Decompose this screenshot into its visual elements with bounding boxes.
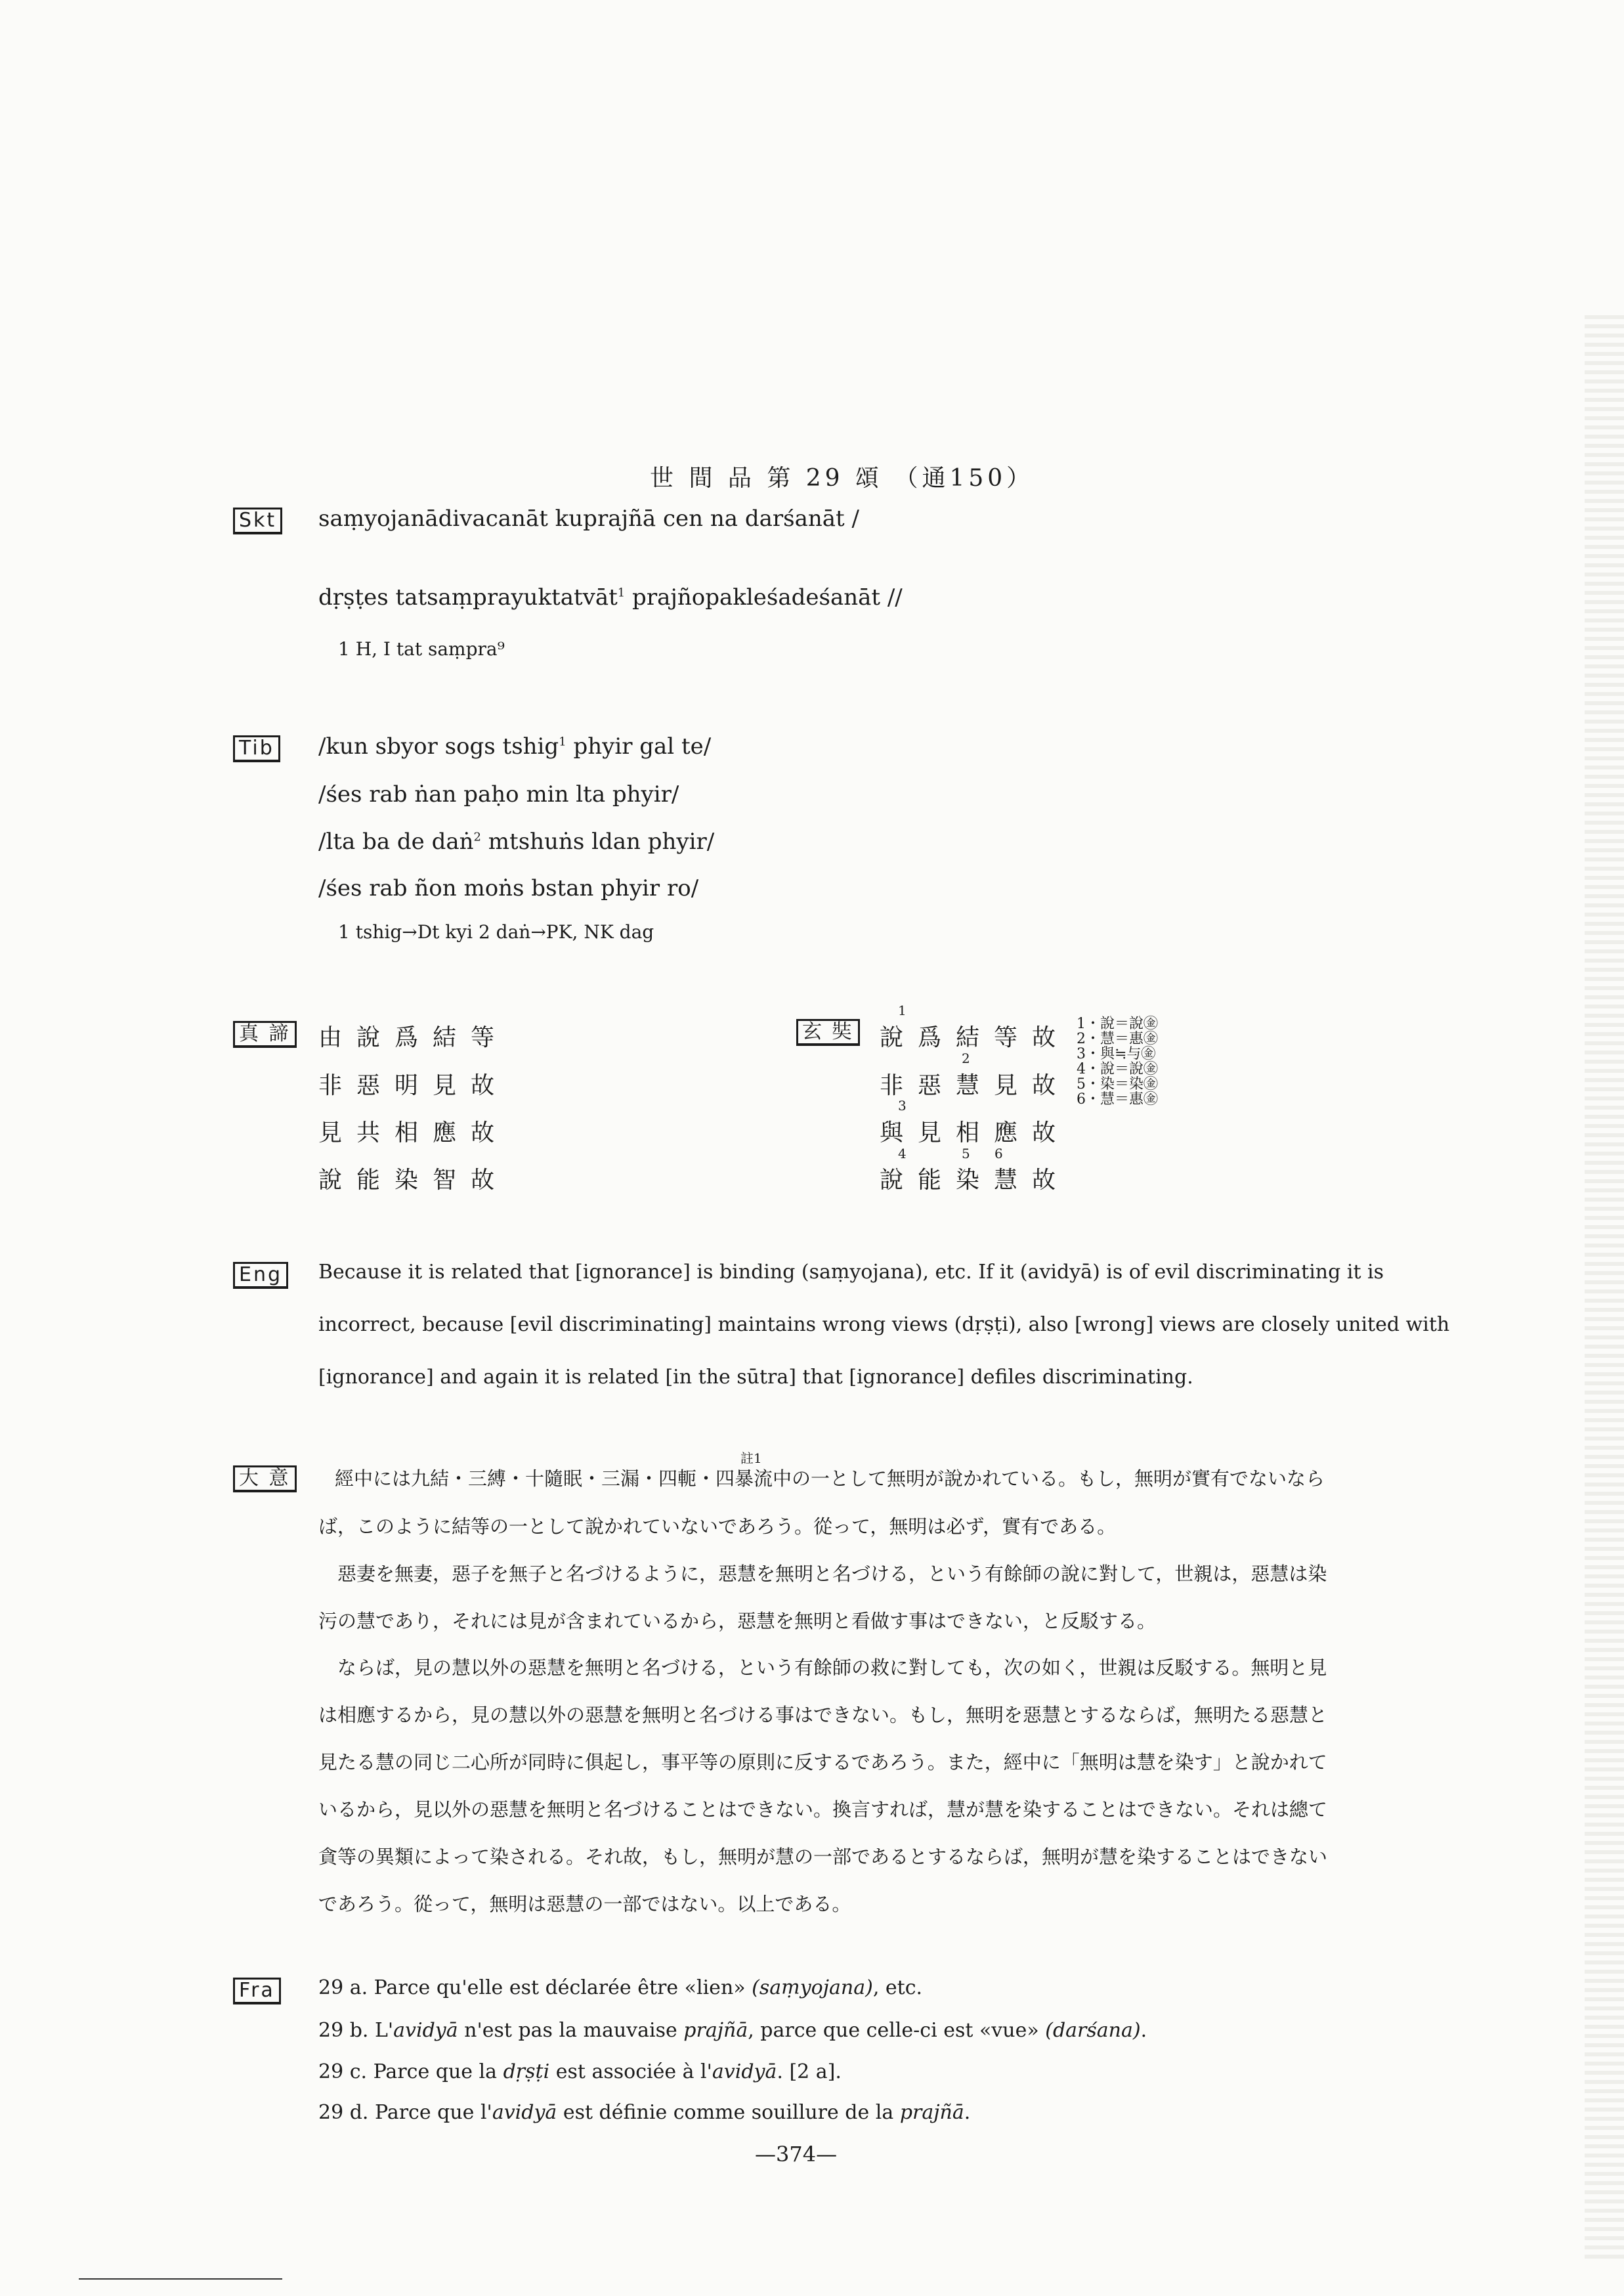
eng-line-1: Because it is related that [ignorance] is binding (saṃyojana), etc. If it (avidyā) is of evil discriminating it is xyxy=(318,1261,1384,1284)
xuanzang-line-4: 說能染慧故 xyxy=(880,1167,1071,1194)
xuanzang-mark-3: 3 xyxy=(898,1098,907,1114)
jp-line-9: 貪等の異類によって染される。それ故，もし，無明が慧の一部であるとするならば，無明が慧を染することはできない xyxy=(318,1846,1328,1868)
jp-line-7: 見たる慧の同じ二心所が同時に俱起し，事平等の原則に反するであろう。また，經中に「無明は慧を染す」と說かれて xyxy=(318,1751,1327,1773)
scan-edge-shadow xyxy=(1585,315,1624,2259)
skt-line-2: dṛṣṭes tatsaṃprayuktatvāt$^1$ prajñopakleśadeśanāt // xyxy=(318,584,903,611)
section-tag-skt: Skt xyxy=(233,508,282,534)
tib-line-3: /lta ba de daṅ$^2$ mtshuṅs ldan phyir/ xyxy=(318,829,715,855)
fra-line-29a: 29 a. Parce qu'elle est déclarée être «lien» (saṃyojana), etc. xyxy=(318,1976,923,1999)
paramartha-line-1: 由說爲結等 xyxy=(318,1024,509,1051)
jp-line-4: 污の慧であり，それには見が含まれているから，惡慧を無明と看做す事はできない，と反駁する。 xyxy=(318,1610,1157,1632)
tib-line-1: /kun sbyor sogs tshig$^1$ phyir gal te/ xyxy=(318,733,712,760)
xuanzang-notes xyxy=(1077,1016,1158,1107)
xuanzang-line-1: 說爲結等故 xyxy=(880,1024,1071,1051)
xuanzang-mark-2: 2 xyxy=(962,1051,970,1066)
section-tag-xuanzang: 玄 奘 xyxy=(796,1019,860,1046)
bottom-rule xyxy=(79,2278,282,2280)
tib-line-2: /śes rab ṅan paḥo min lta phyir/ xyxy=(318,781,679,808)
paramartha-line-3: 見共相應故 xyxy=(318,1119,509,1146)
jp-line-8: いるから，見以外の惡慧を無明と名づけることはできない。換言すれば，慧が慧を染することはできない。それは總て xyxy=(318,1798,1328,1821)
xuanzang-mark-1: 1 xyxy=(898,1003,907,1018)
fra-line-29c: 29 c. Parce que la dṛṣṭi est associée à l'avidyā. [2 a]. xyxy=(318,2060,842,2083)
fra-line-29d: 29 d. Parce que l'avidyā est définie comme souillure de la prajñā. xyxy=(318,2101,971,2124)
xuanzang-note-2: 2・慧＝惠㊎ xyxy=(1077,1031,1158,1047)
xuanzang-mark-6: 6 xyxy=(994,1146,1003,1161)
eng-line-3: [ignorance] and again it is related [in the sūtra] that [ignorance] defiles discriminating. xyxy=(318,1366,1193,1389)
eng-line-2: incorrect, because [evil discriminating] maintains wrong views (dṛṣṭi), also [wrong] views are closely united with xyxy=(318,1313,1450,1336)
xuanzang-line-2: 非惡慧見故 xyxy=(880,1072,1071,1099)
xuanzang-note-4: 4・說＝說㊎ xyxy=(1077,1061,1158,1077)
section-tag-jp: 大 意 xyxy=(233,1465,297,1492)
tib-footnote: 1 tshig→Dt kyi 2 daṅ→PK, NK dag xyxy=(338,921,654,943)
section-tag-paramartha: 真 諦 xyxy=(233,1021,297,1048)
page-number: —374— xyxy=(755,2142,838,2167)
section-tag-fra: Fra xyxy=(233,1978,281,2004)
jp-line-5: ならば，見の慧以外の惡慧を無明と名づける，という有餘師の救に對しても，次の如く，世親は反駁する。無明と見 xyxy=(318,1657,1327,1679)
jp-line-1: 經中には九結・三縛・十隨眠・三漏・四軛・四暴流中の一として無明が說かれている。もし，無明が實有でないなら xyxy=(335,1467,1325,1490)
jp-line-6: は相應するから，見の慧以外の惡慧を無明と名づける事はできない。もし，無明を惡慧とするならば，無明たる惡慧と xyxy=(318,1704,1328,1726)
jp-line-10: であろう。從って，無明は惡慧の一部ではない。以上である。 xyxy=(318,1893,851,1915)
xuanzang-note-5: 5・染＝染㊎ xyxy=(1077,1076,1158,1093)
skt-footnote: 1 H, I tat saṃpra⁹ xyxy=(338,638,505,660)
xuanzang-note-6: 6・慧＝惠㊎ xyxy=(1077,1091,1158,1108)
jp-note-mark: 註1 xyxy=(740,1450,762,1466)
page-title: 世 間 品 第 29 頌 （通150） xyxy=(650,465,1035,492)
fra-line-29b: 29 b. L'avidyā n'est pas la mauvaise prajñā, parce que celle-ci est «vue» (darśana). xyxy=(318,2019,1147,2042)
xuanzang-mark-4: 4 xyxy=(898,1146,907,1161)
section-tag-tib: Tib xyxy=(233,735,280,762)
xuanzang-line-3: 與見相應故 xyxy=(880,1119,1071,1146)
paramartha-line-4: 說能染智故 xyxy=(318,1167,509,1194)
xuanzang-mark-5: 5 xyxy=(962,1146,970,1161)
tib-line-4: /śes rab ñon moṅs bstan phyir ro/ xyxy=(318,875,699,901)
section-tag-eng: Eng xyxy=(233,1262,288,1289)
paramartha-line-2: 非惡明見故 xyxy=(318,1072,509,1099)
skt-line-1: saṃyojanādivacanāt kuprajñā cen na darśanāt / xyxy=(318,506,859,532)
xuanzang-note-1: 1・說＝說㊎ xyxy=(1077,1016,1158,1032)
jp-line-2: ば，このように結等の一として說かれていないであろう。從って，無明は必ず，實有である。 xyxy=(318,1515,1117,1538)
xuanzang-note-3: 3・與≒与㊎ xyxy=(1077,1046,1156,1062)
jp-line-3: 惡妻を無妻，惡子を無子と名づけるように，惡慧を無明と名づける，という有餘師の說に對して，世親は，惡慧は染 xyxy=(318,1563,1327,1585)
